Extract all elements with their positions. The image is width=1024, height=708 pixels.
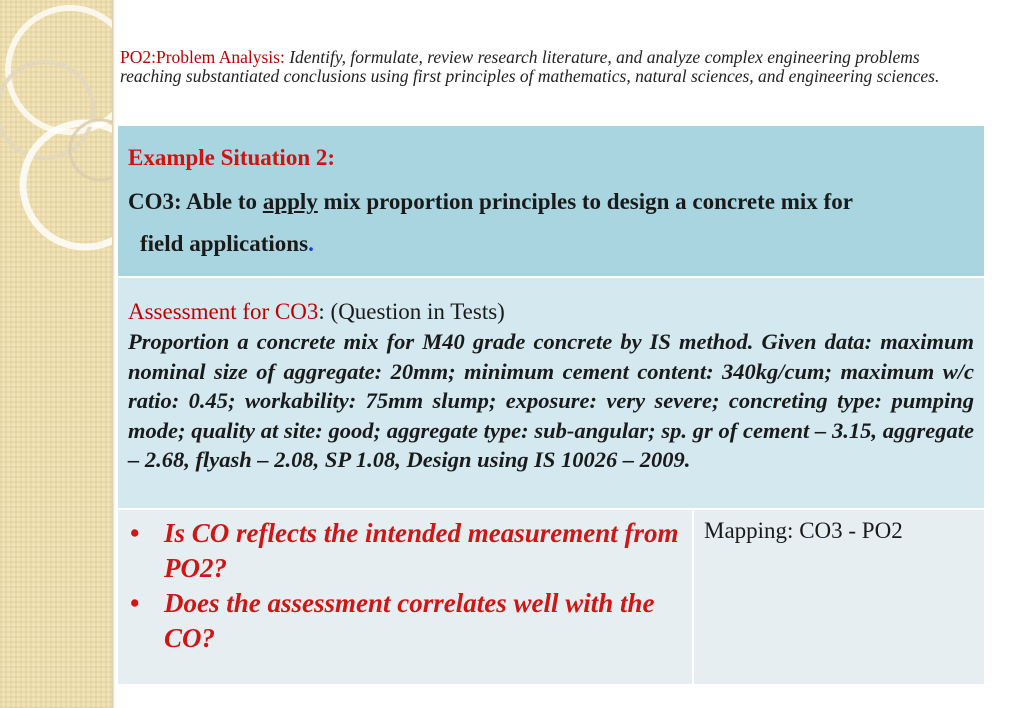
situation-table xyxy=(118,126,984,684)
po-description: Identify, formulate, review research literature, and analyze complex engineering problems reaching substantiated conclusions using first principles of mathematics, natural sciences, and engineering sciences. xyxy=(120,47,940,86)
co-line2-text: field applications xyxy=(140,231,309,256)
decorative-sidebar xyxy=(0,0,112,708)
co-rest: mix proportion principles to design a concrete mix for xyxy=(317,189,853,214)
evaluation-questions-cell xyxy=(118,510,694,684)
list-item xyxy=(130,586,682,656)
co-end: . xyxy=(308,231,314,256)
decorative-rings xyxy=(0,0,112,708)
assessment-question: Proportion a concrete mix for M40 grade concrete by IS method. Given data: maximum nominal size of aggregate: 20mm; minimum cement content: 340kg/cum; maximum w/c ratio: 0.45; workability: 75mm slump; exposure: very severe; concreting type: pumping mode; quality at site: good; aggregate type: sub-angular; sp. gr of cement – 3.15, aggregate – 2.68, flyash – 2.08, SP 1.08, Design using IS 10026 – 2009. xyxy=(128,329,974,472)
evaluation-row xyxy=(118,510,984,684)
assessment-label: Assessment for CO3 xyxy=(128,299,319,324)
po-title: Problem Analysis: xyxy=(155,47,290,67)
co-prefix: CO3: Able to xyxy=(128,189,263,214)
co-verb: apply xyxy=(262,189,318,214)
po-code: PO2: xyxy=(120,47,156,67)
question-text: Is CO reflects the intended measurement from PO2? xyxy=(164,518,679,583)
bullet-icon: • xyxy=(130,588,140,618)
assessment-suffix: : (Question in Tests) xyxy=(318,299,505,324)
course-outcome-statement xyxy=(128,188,974,216)
course-outcome-line2 xyxy=(128,230,974,258)
program-outcome-header xyxy=(120,48,960,86)
situation-row xyxy=(118,126,984,278)
sidebar-divider xyxy=(112,0,115,708)
bullet-icon: • xyxy=(130,518,140,548)
list-item xyxy=(130,516,682,586)
mapping-cell xyxy=(694,510,984,684)
situation-title: Example Situation 2: xyxy=(128,145,336,170)
assessment-row xyxy=(118,278,984,510)
question-text: Does the assessment correlates well with the CO? xyxy=(164,588,655,653)
assessment-heading xyxy=(128,298,974,326)
mapping-text: Mapping: CO3 - PO2 xyxy=(704,518,903,543)
